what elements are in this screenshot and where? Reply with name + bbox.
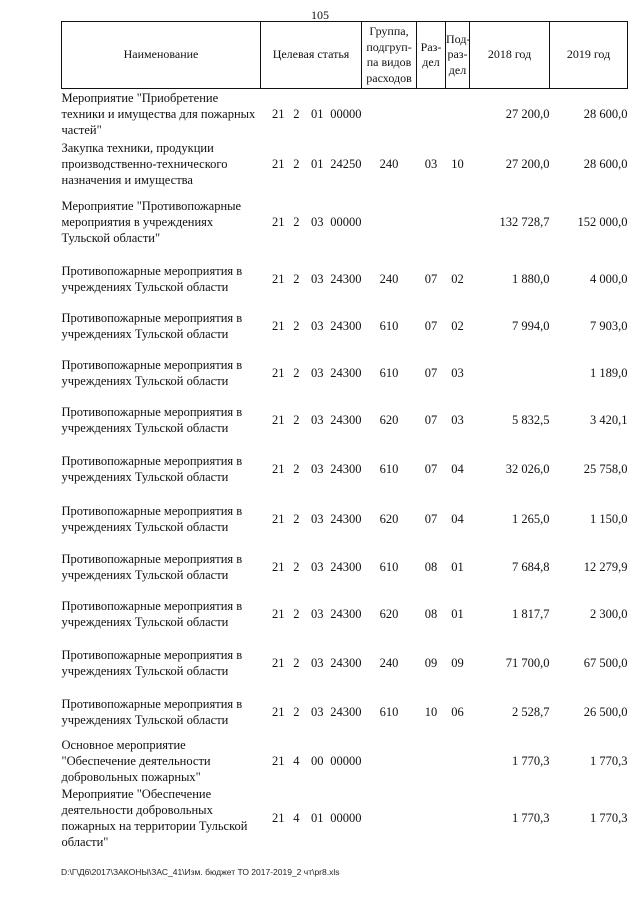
expense-group: 620 (379, 511, 399, 526)
row-name: Основное мероприятие "Обеспечение деятельности добровольных пожарных" (61, 737, 211, 784)
target-article-subprogram: 2 (293, 461, 300, 476)
target-article-measure: 03 (311, 366, 324, 380)
target-article-subprogram: 2 (293, 366, 300, 380)
expense-group: 610 (379, 705, 399, 719)
table-row (62, 688, 628, 737)
section-code: 10 (424, 705, 438, 719)
amount-2019: 67 500,0 (583, 655, 628, 670)
section-code (417, 89, 446, 139)
table-row (62, 494, 628, 544)
section-code: 08 (424, 560, 438, 574)
amount-2018: 7 684,8 (512, 560, 550, 574)
target-article-direction: 24300 (330, 511, 362, 526)
target-article-direction: 24250 (330, 156, 362, 171)
amount-2018: 27 200,0 (505, 106, 550, 121)
target-article-measure: 03 (311, 705, 324, 719)
table-row (62, 544, 628, 591)
target-article-measure: 03 (311, 272, 324, 286)
amount-2019: 2 300,0 (590, 607, 628, 621)
expense-group: 610 (379, 319, 399, 333)
target-article-direction: 00000 (330, 106, 362, 121)
target-article-program: 21 (272, 810, 285, 825)
amount-2018: 32 026,0 (505, 461, 550, 476)
amount-2018: 1 817,7 (512, 607, 550, 621)
subsection-code: 03 (451, 413, 464, 427)
amount-2018: 1 770,3 (512, 810, 550, 825)
table-row (62, 139, 628, 189)
section-code: 08 (424, 607, 438, 621)
target-article-direction: 24300 (330, 607, 362, 621)
target-article-measure: 03 (311, 413, 324, 427)
row-name: Противопожарные мероприятия в учреждениях Тульской области (61, 599, 243, 629)
target-article-subprogram: 4 (293, 810, 300, 825)
target-article-subprogram: 2 (293, 319, 300, 333)
expense-group (362, 189, 417, 256)
target-article-direction: 24300 (330, 272, 362, 286)
target-article-direction: 24300 (330, 560, 362, 574)
amount-2018: 132 728,7 (499, 215, 550, 229)
target-article-program: 21 (272, 272, 285, 286)
header-group: Группа, подгруп-па видов расходов (362, 22, 417, 89)
expense-group: 240 (379, 156, 399, 171)
target-article-measure: 03 (311, 319, 324, 333)
header-year-2019: 2019 год (550, 22, 628, 89)
row-name: Закупка техники, продукции производственно-технического назначения и имущества (61, 140, 228, 187)
subsection-code: 02 (451, 319, 464, 333)
amount-2018: 7 994,0 (512, 319, 550, 333)
amount-2018: 71 700,0 (505, 655, 550, 670)
expense-group: 620 (379, 413, 399, 427)
table-row (62, 303, 628, 350)
target-article-measure: 03 (311, 461, 324, 476)
row-name: Противопожарные мероприятия в учреждениях Тульской области (61, 264, 243, 294)
subsection-code: 01 (451, 560, 464, 574)
target-article-program: 21 (272, 413, 285, 427)
target-article-program: 21 (272, 560, 285, 574)
subsection-code (446, 89, 470, 139)
target-article-subprogram: 2 (293, 272, 300, 286)
section-code: 07 (424, 511, 438, 526)
table-row (62, 638, 628, 688)
amount-2019: 25 758,0 (583, 461, 628, 476)
amount-2018: 1 770,3 (512, 753, 550, 768)
table-body (62, 89, 628, 851)
target-article-subprogram: 2 (293, 215, 300, 229)
target-article-measure: 03 (311, 511, 324, 526)
target-article-measure: 01 (311, 810, 324, 825)
target-article-measure: 03 (311, 560, 324, 574)
section-code: 07 (424, 366, 438, 380)
target-article-subprogram: 2 (293, 607, 300, 621)
amount-2019: 4 000,0 (590, 272, 628, 286)
subsection-code: 03 (451, 366, 464, 380)
row-name: Противопожарные мероприятия в учреждениях Тульской области (61, 647, 243, 678)
row-name: Противопожарные мероприятия в учреждениях Тульской области (61, 697, 243, 727)
target-article-subprogram: 2 (293, 156, 300, 171)
amount-2019: 28 600,0 (583, 106, 628, 121)
subsection-code: 09 (451, 655, 464, 670)
target-article-direction: 24300 (330, 319, 362, 333)
section-code: 07 (424, 319, 438, 333)
amount-2019: 1 189,0 (590, 366, 628, 380)
target-article-direction: 24300 (330, 413, 362, 427)
target-article-direction: 00000 (330, 810, 362, 825)
subsection-code: 04 (451, 511, 464, 526)
target-article-subprogram: 2 (293, 413, 300, 427)
target-article-direction: 24300 (330, 705, 362, 719)
subsection-code (446, 189, 470, 256)
target-article-direction: 24300 (330, 461, 362, 476)
amount-2019: 26 500,0 (583, 705, 628, 719)
target-article-program: 21 (272, 705, 285, 719)
target-article-measure: 03 (311, 215, 324, 229)
amount-2019: 12 279,9 (583, 560, 628, 574)
target-article-subprogram: 2 (293, 106, 300, 121)
target-article-direction: 24300 (330, 366, 362, 380)
subsection-code: 01 (451, 607, 464, 621)
subsection-code: 04 (451, 461, 464, 476)
row-name: Противопожарные мероприятия в учреждениях Тульской области (61, 503, 243, 534)
target-article-direction: 24300 (330, 655, 362, 670)
target-article-program: 21 (272, 753, 285, 768)
amount-2018: 1 880,0 (512, 272, 550, 286)
table-row (62, 737, 628, 785)
footer-file-path: D:\Г\Д6\2017\ЗАКОНЫ\ЗАС_41\Изм. бюджет ТО 2017-2019_2 чт\pr8.xls (61, 867, 340, 877)
amount-2018 (470, 350, 550, 397)
target-article-subprogram: 2 (293, 511, 300, 526)
amount-2019: 1 150,0 (590, 511, 628, 526)
expense-group: 240 (379, 272, 399, 286)
target-article-measure: 03 (311, 607, 324, 621)
target-article-measure: 00 (311, 753, 324, 768)
target-article-direction: 00000 (330, 215, 362, 229)
target-article-measure: 01 (311, 156, 324, 171)
target-article-program: 21 (272, 106, 285, 121)
section-code: 07 (424, 461, 438, 476)
section-code: 09 (424, 655, 438, 670)
row-name: Противопожарные мероприятия в учреждениях Тульской области (61, 552, 243, 582)
expense-group: 610 (379, 461, 399, 476)
amount-2019: 3 420,1 (590, 413, 628, 427)
section-code: 07 (424, 272, 438, 286)
target-article-program: 21 (272, 366, 285, 380)
row-name: Противопожарные мероприятия в учреждениях Тульской области (61, 405, 243, 435)
amount-2019: 152 000,0 (577, 215, 628, 229)
row-name: Мероприятие "Обеспечение деятельности добровольных пожарных на территории Тульской области" (61, 786, 248, 849)
expense-group: 610 (379, 366, 399, 380)
expense-group: 620 (379, 607, 399, 621)
row-name: Противопожарные мероприятия в учреждениях Тульской области (61, 311, 243, 341)
row-name: Противопожарные мероприятия в учреждениях Тульской области (61, 358, 243, 388)
expense-group (362, 89, 417, 139)
subsection-code: 06 (451, 705, 464, 719)
page-number: 105 (311, 8, 329, 22)
header-name: Наименование (62, 22, 261, 89)
table-row (62, 785, 628, 851)
section-code (417, 737, 446, 785)
amount-2018: 27 200,0 (505, 156, 550, 171)
amount-2018: 1 265,0 (512, 511, 550, 526)
row-name: Мероприятие "Противопожарные мероприятия в учреждениях Тульской области" (61, 199, 242, 245)
table-row (62, 444, 628, 494)
header-year-2018: 2018 год (470, 22, 550, 89)
header-target-article: Целевая статья (261, 22, 362, 89)
subsection-code (446, 785, 470, 851)
expense-group: 610 (379, 560, 399, 574)
row-name: Противопожарные мероприятия в учреждениях Тульской области (61, 453, 243, 484)
amount-2019: 1 770,3 (590, 810, 628, 825)
expense-group (362, 785, 417, 851)
header-subsection: Под-раз-дел (446, 22, 470, 89)
target-article-subprogram: 2 (293, 655, 300, 670)
table-row (62, 591, 628, 638)
expense-group: 240 (379, 655, 399, 670)
expense-group (362, 737, 417, 785)
amount-2019: 7 903,0 (590, 319, 628, 333)
target-article-subprogram: 2 (293, 705, 300, 719)
subsection-code: 02 (451, 272, 464, 286)
target-article-program: 21 (272, 655, 285, 670)
table-row (62, 189, 628, 256)
section-code (417, 785, 446, 851)
subsection-code: 10 (451, 156, 464, 171)
section-code: 03 (424, 156, 438, 171)
target-article-subprogram: 4 (293, 753, 300, 768)
table-row (62, 350, 628, 397)
row-name: Мероприятие "Приобретение техники и имущества для пожарных частей" (61, 90, 256, 137)
target-article-subprogram: 2 (293, 560, 300, 574)
target-article-program: 21 (272, 319, 285, 333)
table-row (62, 256, 628, 303)
target-article-direction: 00000 (330, 753, 362, 768)
target-article-program: 21 (272, 215, 285, 229)
target-article-measure: 03 (311, 655, 324, 670)
amount-2018: 2 528,7 (512, 705, 550, 719)
amount-2019: 1 770,3 (590, 753, 628, 768)
header-section: Раз-дел (417, 22, 446, 89)
target-article-program: 21 (272, 511, 285, 526)
amount-2019: 28 600,0 (583, 156, 628, 171)
section-code (417, 189, 446, 256)
target-article-program: 21 (272, 156, 285, 171)
table-row (62, 397, 628, 444)
amount-2018: 5 832,5 (512, 413, 550, 427)
table-row (62, 89, 628, 139)
target-article-measure: 01 (311, 106, 324, 121)
table-header-row (62, 22, 628, 89)
subsection-code (446, 737, 470, 785)
section-code: 07 (424, 413, 438, 427)
budget-table (61, 21, 628, 851)
target-article-program: 21 (272, 461, 285, 476)
target-article-program: 21 (272, 607, 285, 621)
